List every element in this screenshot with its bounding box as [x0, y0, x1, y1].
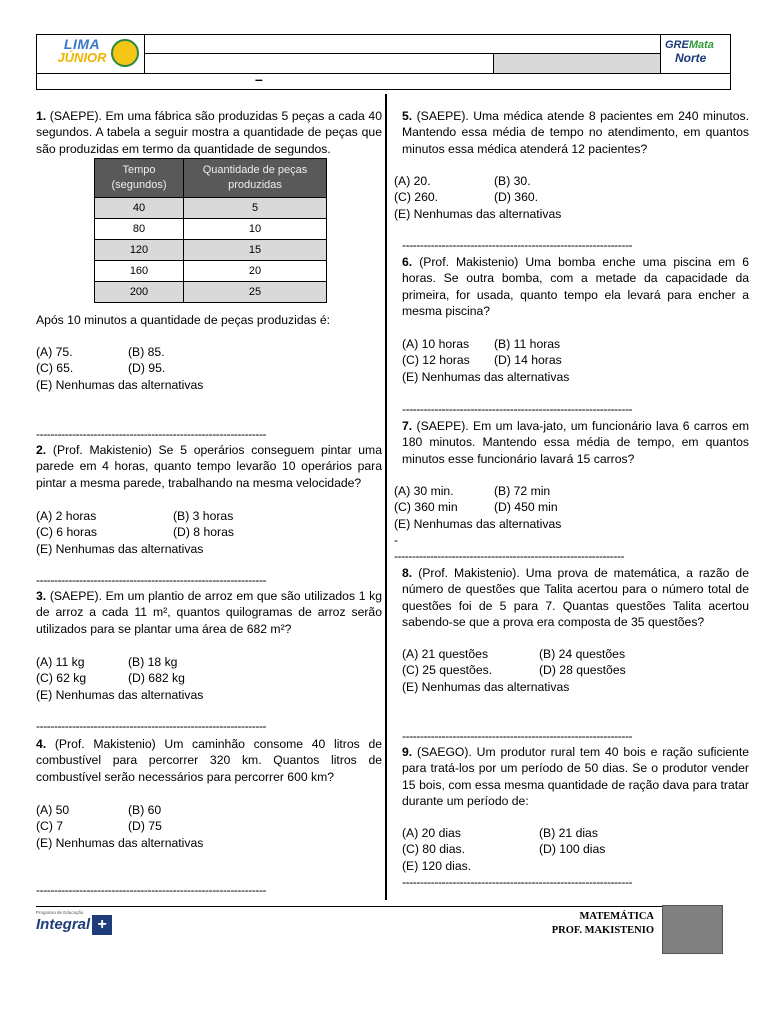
- option[interactable]: (D) 75: [128, 819, 162, 834]
- option[interactable]: (E) Nenhumas das alternativas: [402, 369, 570, 384]
- header-date-row: [37, 73, 730, 89]
- separator: ----------------------------------------------------------------: [36, 428, 267, 440]
- gre-logo-cell: [660, 35, 730, 73]
- option[interactable]: (C) 360 min: [394, 500, 458, 515]
- option[interactable]: (D) 360.: [494, 190, 539, 205]
- option[interactable]: (C) 6 horas: [36, 525, 97, 540]
- option[interactable]: (D) 100 dias: [539, 842, 606, 857]
- option[interactable]: (C) 260.: [394, 190, 439, 205]
- footer-subject: MATEMÁTICA: [579, 911, 654, 922]
- question-8-options: [402, 646, 749, 695]
- option[interactable]: (E) Nenhumas das alternativas: [36, 687, 204, 702]
- question-1: 1. (SAEPE). Em uma fábrica são produzidas 5 peças a cada 40 segundos. A tabela a seguir mostra a quantidade de peças que são produzidas em termo da quantidade de segundos.: [36, 109, 382, 156]
- separator: ----------------------------------------------------------------: [36, 574, 267, 586]
- integral-plus-icon: +: [92, 915, 112, 935]
- question-4: 4. (Prof. Makistenio) Um caminhão consome 40 litros de combustível para percorrer 320 km. Quantos litros de combustível serão necessários para percorrer 600 km?: [36, 737, 382, 784]
- integral-logo: Programa de Educação Integral +: [36, 910, 112, 935]
- option[interactable]: (E) Nenhumas das alternativas: [36, 541, 204, 556]
- footer-divider: [36, 906, 722, 907]
- footer-teacher: PROF. MAKISTENIO: [551, 925, 654, 936]
- question-3-options: [36, 654, 382, 703]
- school-logo: LIMA JÚNIOR: [57, 36, 107, 65]
- option[interactable]: (A) 30 min.: [394, 484, 454, 498]
- table-row: 160 20: [95, 261, 327, 282]
- question-7: 7. (SAEPE). Em um lava-jato, um funcionário lava 6 carros em 180 minutos. Mantendo essa média de tempo, em quantos minutos esse funcionário lavará 15 carros?: [402, 419, 749, 466]
- school-logo-cell: [37, 35, 145, 73]
- question-7-options: [394, 483, 744, 548]
- option[interactable]: (C) 7: [36, 819, 64, 834]
- column-divider: [385, 94, 387, 900]
- production-table: [94, 158, 327, 303]
- question-6: 6. (Prof. Makistenio) Uma bomba enche uma piscina em 6 horas. Se outra bomba, com a metade da capacidade da primeira, for usada, quanto tempo ela levará para encher a mesma piscina?: [402, 255, 749, 318]
- option[interactable]: (B) 24 questões: [539, 647, 626, 661]
- option[interactable]: (B) 18 kg: [128, 655, 178, 669]
- footer-info: [500, 910, 654, 938]
- table-row: 120 15: [95, 240, 327, 261]
- question-5: 5. (SAEPE). Uma médica atende 8 pacientes em 240 minutos. Mantendo essa média de tempo no atendimento, em quantos minutos essa médica atenderá 12 pacientes?: [402, 109, 749, 156]
- option[interactable]: (D) 28 questões: [539, 663, 626, 678]
- question-9: 9. (SAEGO). Um produtor rural tem 40 bois e ração suficiente para tratá-los por um período de 50 dias. Se o produtor vender 15 bois, com essa mesma quantidade de ração dava para tratar durante um período de:: [402, 745, 749, 808]
- option[interactable]: (A) 10 horas: [402, 337, 470, 351]
- question-1-prompt: Após 10 minutos a quantidade de peças produzidas é:: [36, 313, 331, 327]
- separator: ----------------------------------------------------------------: [402, 403, 633, 415]
- table-header-time: Tempo (segundos): [95, 159, 184, 198]
- option[interactable]: (E) Nenhumas das alternativas: [402, 679, 570, 694]
- header-dash: –: [255, 71, 263, 87]
- header-box: [36, 34, 731, 90]
- question-4-options: [36, 802, 382, 851]
- header-field-grade[interactable]: [494, 54, 660, 73]
- option[interactable]: (A) 11 kg: [36, 655, 85, 669]
- option[interactable]: (B) 30.: [494, 174, 531, 188]
- stray-dash: -: [394, 532, 399, 547]
- question-8: 8. (Prof. Makistenio). Uma prova de matemática, a razão de número de questões que Talita acertou para o número total de questões foi de 5 para 7. Quantas questões Talita acertou sabendo-se que a prova era composta de 35 questões?: [402, 566, 749, 629]
- separator: ----------------------------------------------------------------: [402, 876, 633, 888]
- option[interactable]: (C) 80 dias.: [402, 842, 465, 857]
- option[interactable]: (C) 12 horas: [402, 353, 470, 368]
- option[interactable]: (A) 50: [36, 803, 70, 817]
- option[interactable]: (B) 72 min: [494, 484, 551, 498]
- option[interactable]: (E) Nenhumas das alternativas: [36, 377, 204, 392]
- option[interactable]: (E) Nenhumas das alternativas: [394, 516, 562, 531]
- option[interactable]: (A) 20 dias: [402, 826, 461, 840]
- option[interactable]: (D) 95.: [128, 361, 166, 376]
- header-field-name[interactable]: [145, 35, 660, 54]
- option[interactable]: (E) Nenhumas das alternativas: [36, 835, 204, 850]
- question-5-options: [394, 173, 744, 222]
- question-9-options: [402, 825, 749, 874]
- option[interactable]: (E) Nenhumas das alternativas: [394, 206, 562, 221]
- separator: ----------------------------------------------------------------: [402, 239, 633, 251]
- table-row: 200 25: [95, 282, 327, 303]
- separator: ----------------------------------------------------------------: [36, 884, 267, 896]
- option[interactable]: (D) 682 kg: [128, 671, 185, 686]
- option[interactable]: (B) 85.: [128, 345, 165, 359]
- option[interactable]: (B) 11 horas: [494, 337, 561, 351]
- option[interactable]: (A) 2 horas: [36, 509, 97, 523]
- table-row: 80 10: [95, 219, 327, 240]
- footer-gray-box: [662, 905, 723, 954]
- table-header-quantity: Quantidade de peças produzidas: [184, 159, 327, 198]
- option[interactable]: (D) 450 min: [494, 500, 558, 515]
- option[interactable]: (B) 60: [128, 803, 162, 817]
- option[interactable]: (B) 3 horas: [173, 509, 234, 523]
- question-1-options: [36, 344, 382, 393]
- header-field-class[interactable]: [145, 54, 494, 73]
- option[interactable]: (A) 20.: [394, 174, 431, 188]
- question-2: 2. (Prof. Makistenio) Se 5 operários conseguem pintar uma parede em 4 horas, quanto tempo levarão 10 operários para pintar a mesma parede, trabalhando na mesma velocidade?: [36, 443, 382, 490]
- option[interactable]: (D) 14 horas: [494, 353, 562, 368]
- option[interactable]: (C) 62 kg: [36, 671, 87, 686]
- option[interactable]: (C) 65.: [36, 361, 74, 376]
- option[interactable]: (A) 21 questões: [402, 647, 489, 661]
- option[interactable]: (A) 75.: [36, 345, 73, 359]
- question-6-options: [402, 336, 749, 385]
- separator: ----------------------------------------------------------------: [394, 550, 625, 562]
- option[interactable]: (B) 21 dias: [539, 826, 598, 840]
- option[interactable]: (E) 120 dias.: [402, 858, 472, 873]
- option[interactable]: (C) 25 questões.: [402, 663, 493, 678]
- separator: ----------------------------------------------------------------: [402, 730, 633, 742]
- option[interactable]: (D) 8 horas: [173, 525, 234, 540]
- question-2-options: [36, 508, 382, 557]
- gre-logo: GREMata Norte: [665, 39, 714, 65]
- separator: ----------------------------------------------------------------: [36, 720, 267, 732]
- table-row: 40 5: [95, 198, 327, 219]
- question-3: 3. (SAEPE). Em um plantio de arroz em que são utilizados 1 kg de arroz a cada 11 m², quantos quilogramas de arroz serão utilizados para se plantar uma área de 682 m²?: [36, 589, 382, 636]
- school-seal-icon: [111, 39, 139, 67]
